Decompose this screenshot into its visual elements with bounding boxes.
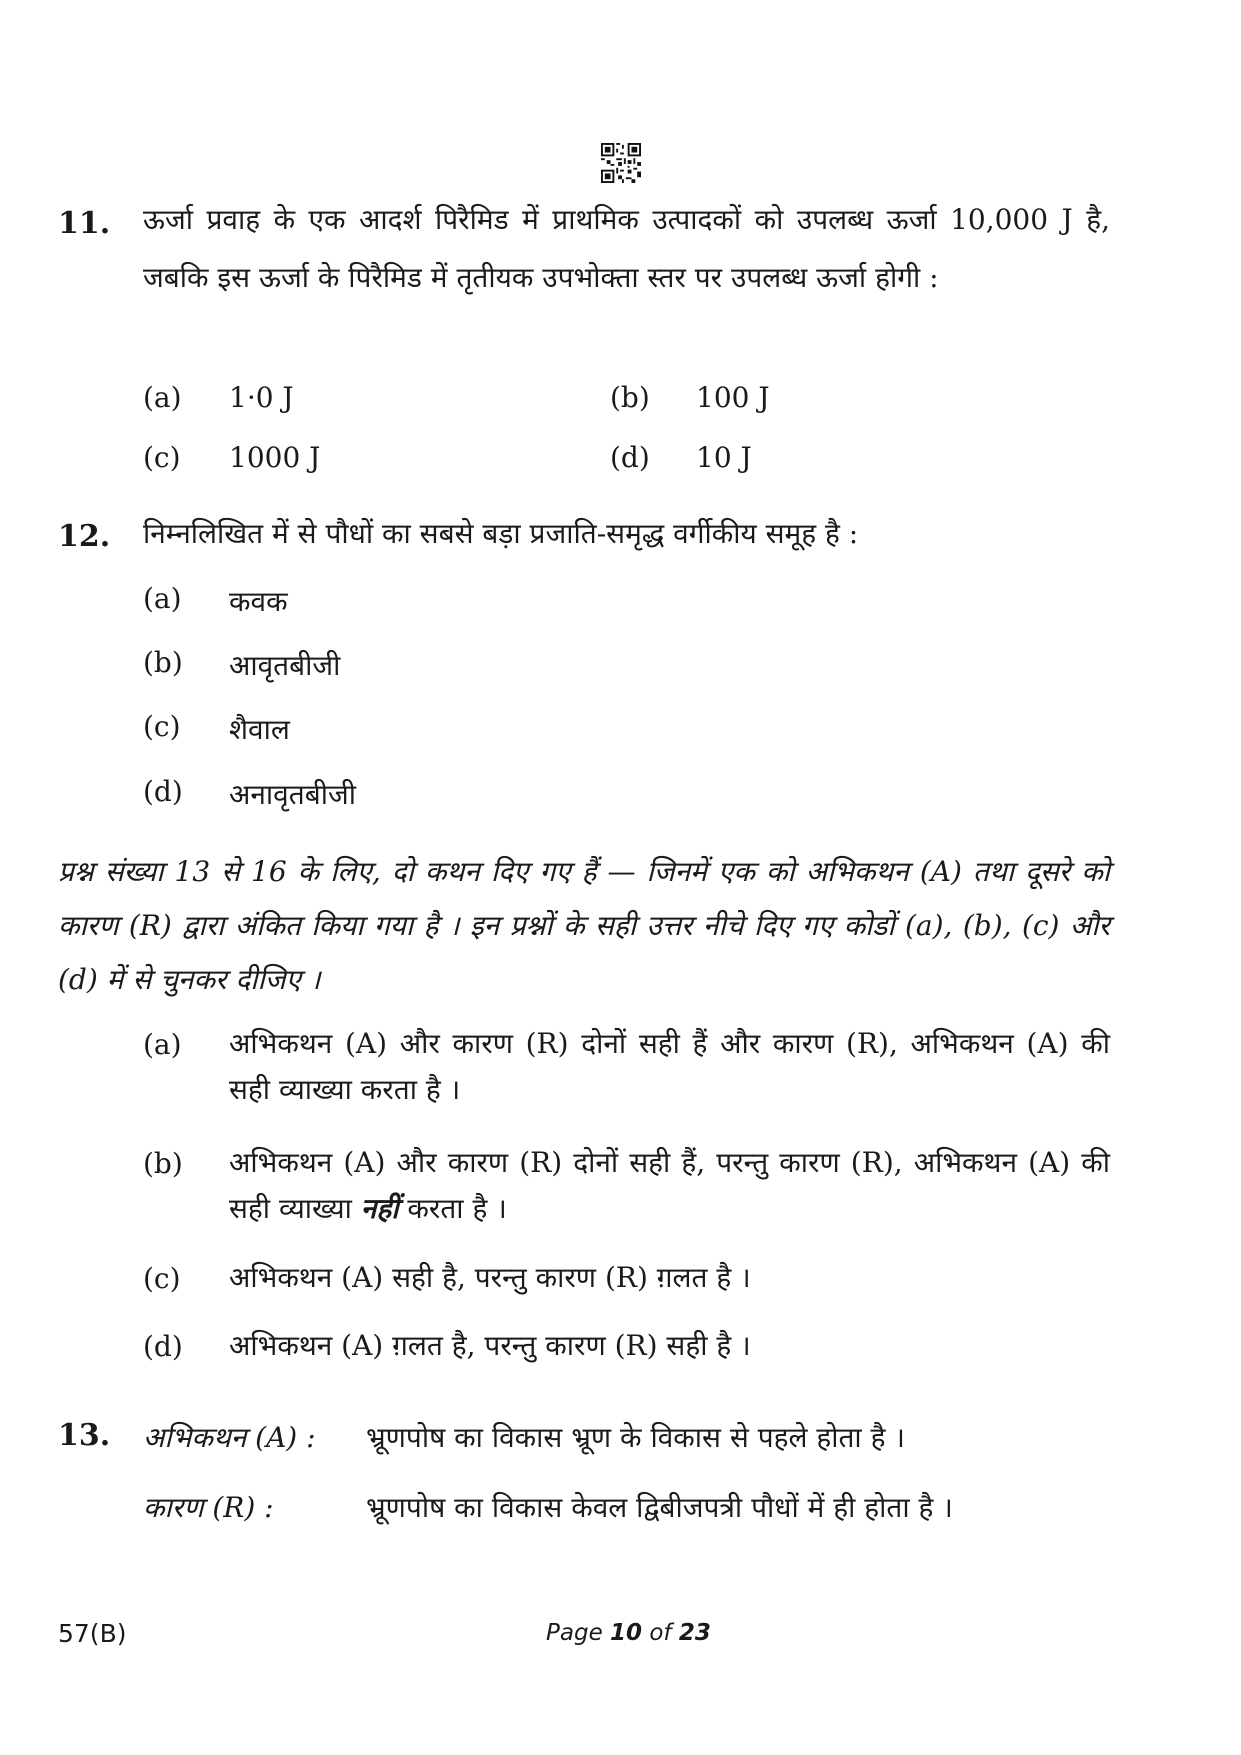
reason-label: कारण (R) : <box>143 1491 274 1524</box>
code-text: अभिकथन (A) ग़लत है, परन्तु कारण (R) सही है । <box>229 1329 751 1362</box>
code-text-end: करता है । <box>407 1192 507 1225</box>
page-word: Page <box>546 1620 603 1646</box>
qr-code-icon <box>601 143 641 183</box>
page-indicator <box>546 1620 711 1646</box>
question-number: 11. <box>58 206 111 241</box>
code-letter: (b) <box>143 1147 183 1180</box>
option-text: 1000 J <box>229 441 321 474</box>
code-text-emphasis: नहीं <box>360 1192 399 1225</box>
of-word: of <box>649 1620 672 1646</box>
option-text: अनावृतबीजी <box>229 778 356 811</box>
code-text <box>229 1140 1110 1232</box>
code-letter: (c) <box>143 1262 181 1295</box>
page-total: 23 <box>678 1620 711 1646</box>
option-text: शैवाल <box>229 713 290 746</box>
option-letter: (a) <box>143 381 182 414</box>
option-letter: (b) <box>143 646 183 679</box>
option-text: 1·0 J <box>229 381 294 414</box>
option-text: 100 J <box>696 381 770 414</box>
question-text: निम्नलिखित में से पौधों का सबसे बड़ा प्रजाति-समृद्ध वर्गीकीय समूह है : <box>143 517 859 550</box>
assertion-reason-instructions: प्रश्न संख्या 13 से 16 के लिए, दो कथन दिए गए हैं — जिनमें एक को अभिकथन (A) तथा दूसरे को कारण (R) द्वारा अंकित किया गया है । इन प्रश्नों के सही उत्तर नीचे दिए गए कोडों (a), (b), (c) और (d) में से चुनकर दीजिए । <box>58 855 1110 996</box>
code-text: अभिकथन (A) और कारण (R) दोनों सही हैं और कारण (R), अभिकथन (A) की सही व्याख्या करता है । <box>229 1027 1110 1106</box>
question-text: ऊर्जा प्रवाह के एक आदर्श पिरैमिड में प्राथमिक उत्पादकों को उपलब्ध ऊर्जा 10,000 J है, जबकि इस ऊर्जा के पिरैमिड में तृतीयक उपभोक्ता स्तर पर उपलब्ध ऊर्जा होगी : <box>143 203 1110 294</box>
question-number: 13. <box>58 1418 111 1453</box>
question-number: 12. <box>58 519 111 554</box>
option-letter: (c) <box>143 441 181 474</box>
assertion-text: भ्रूणपोष का विकास भ्रूण के विकास से पहले होता है । <box>366 1421 905 1454</box>
option-letter: (a) <box>143 582 182 615</box>
reason-text: भ्रूणपोष का विकास केवल द्विबीजपत्री पौधों में ही होता है । <box>366 1491 953 1524</box>
code-letter: (d) <box>143 1330 183 1363</box>
option-letter: (c) <box>143 710 181 743</box>
option-text: कवक <box>229 585 288 618</box>
option-text: 10 J <box>696 441 752 474</box>
page-current: 10 <box>610 1620 643 1646</box>
option-letter: (d) <box>143 775 183 808</box>
code-text: अभिकथन (A) सही है, परन्तु कारण (R) ग़लत है । <box>229 1261 751 1294</box>
assertion-label: अभिकथन (A) : <box>143 1421 316 1454</box>
option-letter: (b) <box>610 381 650 414</box>
option-letter: (d) <box>610 441 650 474</box>
code-text-start: अभिकथन (A) और कारण (R) दोनों सही हैं, परन्तु कारण (R), अभिकथन (A) की सही व्याख्या <box>229 1146 1110 1225</box>
code-letter: (a) <box>143 1028 182 1061</box>
paper-code: 57(B) <box>58 1619 127 1648</box>
option-text: आवृतबीजी <box>229 649 341 682</box>
